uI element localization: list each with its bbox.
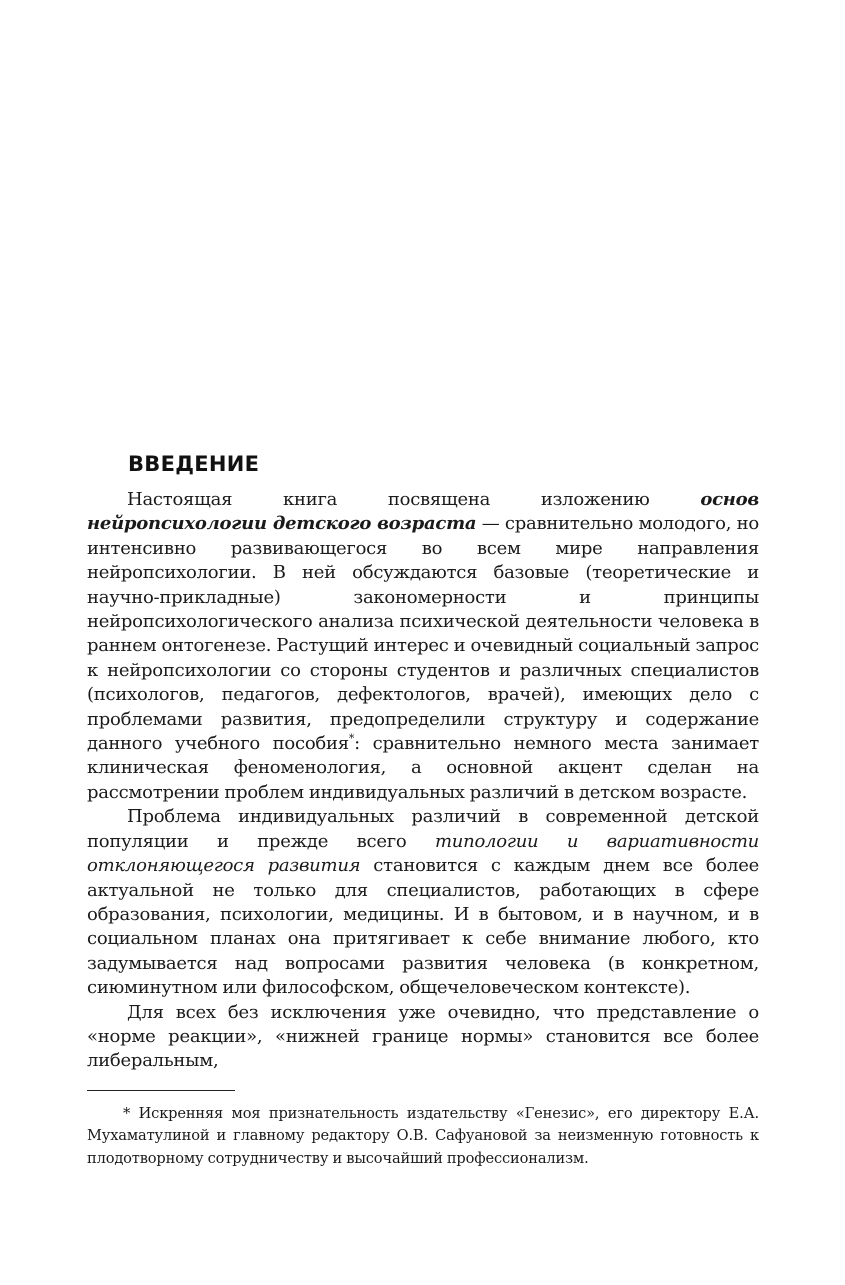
paragraph-1-text-c: : сравнительно немного места занимает клиническая феноменология, а основной акцент сделан на рассмотрении проблем индивидуальных различий в детском возрасте. — [87, 733, 759, 803]
paragraph-3 — [87, 1001, 759, 1074]
footnote-text: Искренняя моя признательность издательству «Генезис», его директору Е.А. Мухаматулиной и главному редактору О.В. Сафуановой за неизменную готовность к плодотворному сотрудничеству и высочайший профессионализм. — [87, 1105, 759, 1167]
footnote — [87, 1103, 759, 1170]
paragraph-3-text: Для всех без исключения уже очевидно, что представление о «норме реакции», «нижней границе нормы» становится все более либеральным, — [87, 1001, 759, 1072]
chapter-heading: ВВЕДЕНИЕ — [128, 452, 260, 476]
paragraph-2 — [87, 805, 759, 1000]
paragraph-1-emphasis: основ нейропсихологии детского возраста — [87, 489, 759, 535]
paragraph-1-text-a: Настоящая книга посвящена изложению — [127, 489, 701, 510]
body-text — [87, 488, 759, 1074]
paragraph-2-text-b: становится с каждым днем все более актуальной не только для специалистов, работающих в сфере образования, психологии, медицины. И в бытовом, и в научном, и в социальном планах она притягивает к себе внимание любого, кто задумывается над вопросами развития человека (в конкретном, сиюминутном или философском, общечеловеческом контексте). — [87, 855, 759, 999]
paragraph-2-text-a: Проблема индивидуальных различий в современной детской популяции и прежде всего — [87, 806, 759, 852]
paragraph-1-text-b: — сравнительно молодого, но интенсивно развивающегося во всем мире направления нейропсихологии. В ней обсуждаются базовые (теоретические и научно-прикладные) закономерности и принципы нейропсихологического анализа психической деятельности человека в раннем онтогенезе. Растущий интерес и очевидный социальный запрос к нейропсихологии со стороны студентов и различных специалистов (психологов, педагогов, дефектологов, врачей), имеющих дело с проблемами развития, предопределили структуру и содержание данного учебного пособия — [87, 513, 759, 755]
footnote-reference: * — [348, 732, 355, 746]
footnote-divider — [87, 1090, 235, 1091]
paragraph-2-emphasis: типологии и вариативности отклоняющегося развития — [87, 830, 760, 877]
paragraph-1 — [87, 488, 759, 805]
footnote-marker: * — [123, 1105, 131, 1122]
